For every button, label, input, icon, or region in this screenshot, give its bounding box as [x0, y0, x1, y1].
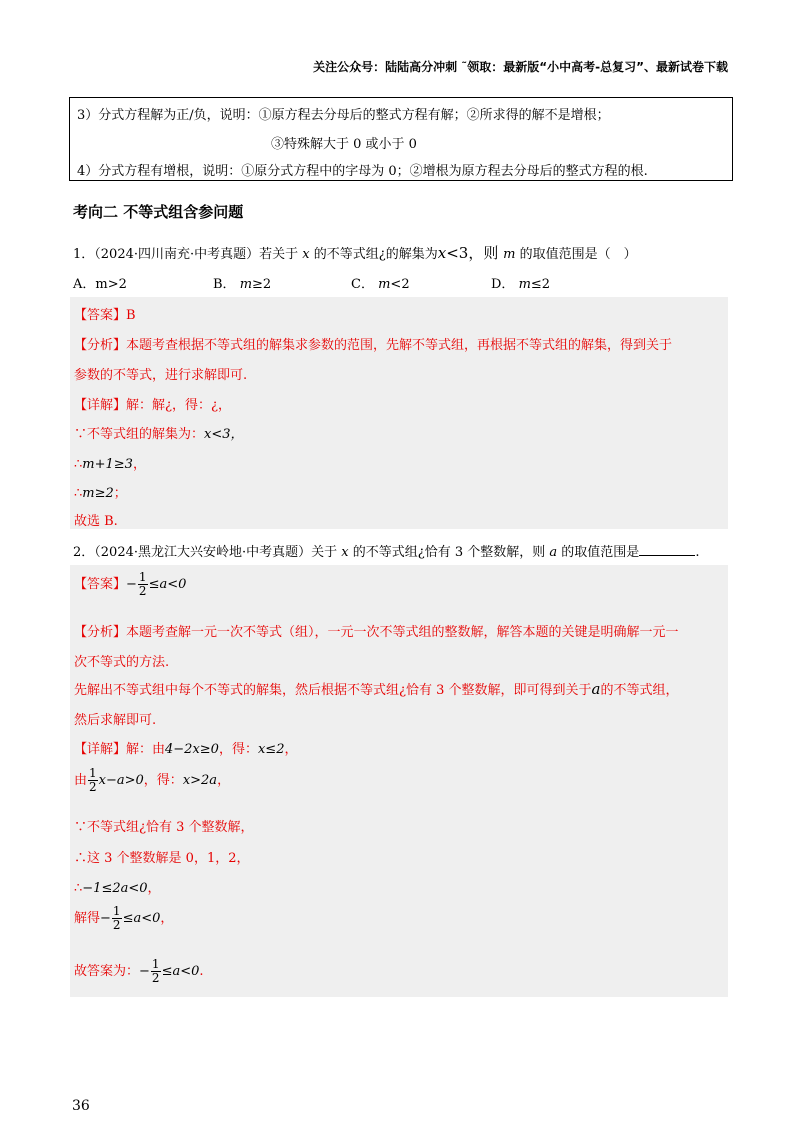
q2-step-5: ∴−1≤2a<0， — [74, 881, 161, 896]
q2-analysis-line-3: 先解出不等式组中每个不等式的解集，然后根据不等式组¿恰有 3 个整数解，即可得到关于a的不等式组， — [74, 680, 679, 698]
q2-answer: 【答案】− $\frac{1}{2}$ ≤a<0 — [74, 570, 187, 598]
q2-var-a: a — [549, 545, 558, 560]
q2-step-3: ∵不等式组¿恰有 3 个整数解， — [74, 820, 254, 835]
q1-solution-panel — [70, 297, 728, 529]
question-2: 2．（2024·黑龙江大兴安岭地·中考真题）关于 x 的不等式组¿恰有 3 个整数解，则 a 的取值范围是 . — [73, 545, 700, 560]
fraction-one-half: $\frac{1}{2}$ — [151, 957, 160, 985]
q1-var-x: x — [302, 247, 310, 262]
fraction-one-half: $\frac{1}{2}$ — [89, 766, 97, 794]
q1-var-m: m — [503, 247, 516, 262]
q2-answer-blank[interactable] — [639, 543, 695, 556]
fraction-one-half: $\frac{1}{2}$ — [138, 570, 147, 598]
q2-analysis-line-2: 次不等式的方法. — [74, 655, 170, 670]
q1-text-1: 1．（2024·四川南充·中考真题）若关于 — [73, 247, 303, 262]
q1-text-5: 的取值范围是（ ） — [515, 247, 637, 262]
q1-option-c: C． m<2 — [351, 277, 410, 292]
q2-solution-panel — [70, 565, 728, 997]
page-number: 36 — [72, 1098, 90, 1114]
q1-text-2: 的不等式组 — [309, 247, 379, 262]
q1-solution-var: x — [437, 244, 447, 262]
q1-answer: 【答案】B — [74, 308, 136, 323]
q1-step-2: ∴m+1≥3， — [74, 457, 146, 472]
note-box — [69, 97, 733, 181]
q2-step-6: 解得− $\frac{1}{2}$ ≤a<0， — [74, 904, 174, 932]
q1-option-b: B． m≥2 — [213, 277, 272, 292]
q2-garbled-char: ¿ — [417, 545, 425, 560]
page-header-notice: 关注公众号：陆陆高分冲刺 ˜领取：最新版“小中高考-总复习”、最新试卷下载 — [313, 60, 728, 74]
q2-step-2: 由 $\frac{1}{2}$ x−a>0，得：x>2a， — [74, 766, 231, 794]
q1-garbled-char: ¿ — [378, 247, 386, 262]
q2-var-x: x — [341, 545, 349, 560]
section-title: 考向二 不等式组含参问题 — [73, 203, 244, 221]
q1-text-4: <3，则 — [446, 244, 504, 262]
q2-final-answer: 故答案为：− $\frac{1}{2}$ ≤a<0. — [74, 957, 204, 985]
q2-detail: 【详解】解：由4−2x≥0，得：x≤2， — [74, 742, 298, 757]
q1-conclusion: 故选 B. — [74, 514, 118, 529]
q1-step-1: ∵不等式组的解集为：x<3， — [74, 427, 244, 442]
note-line-4: 4）分式方程有增根，说明：①原分式方程中的字母为 0；②增根为原方程去分母后的整式方程的根. — [77, 164, 648, 179]
q1-detail: 【详解】解：解¿，得：¿， — [74, 398, 231, 413]
q1-option-a: A．m>2 — [73, 277, 127, 292]
q2-analysis-line-4: 然后求解即可. — [74, 713, 157, 728]
note-line-3-cont: ③特殊解大于 0 或小于 0 — [271, 137, 417, 152]
q2-analysis-line-1: 【分析】本题考查解一元一次不等式（组），一元一次不等式组的整数解，解答本题的关键是明确解一元一 — [74, 625, 679, 640]
q2-step-4: ∴这 3 个整数解是 0，1，2， — [74, 851, 250, 866]
q1-text-3: 的解集为 — [385, 247, 438, 262]
q1-step-3: ∴m≥2； — [74, 486, 127, 501]
note-line-3: 3）分式方程解为正/负，说明：①原方程去分母后的整式方程有解；②所求得的解不是增根； — [77, 108, 610, 123]
q1-analysis-line-1: 【分析】本题考查根据不等式组的解集求参数的范围，先解不等式组，再根据不等式组的解集，得到关于 — [74, 338, 673, 353]
q1-option-d: D． m≤2 — [491, 277, 551, 292]
question-1 — [73, 242, 637, 263]
q1-analysis-line-2: 参数的不等式，进行求解即可. — [74, 368, 248, 383]
fraction-one-half: $\frac{1}{2}$ — [112, 904, 121, 932]
